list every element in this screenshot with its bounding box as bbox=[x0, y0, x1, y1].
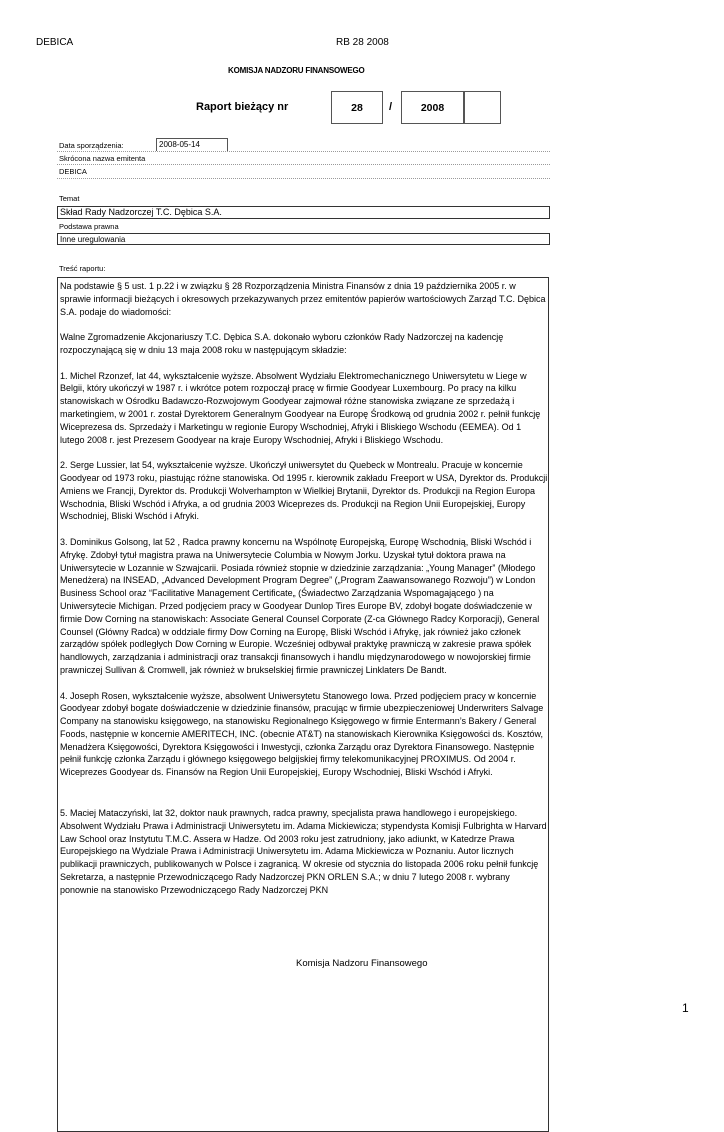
legal-value: Inne uregulowania bbox=[60, 235, 126, 244]
date-box bbox=[156, 138, 228, 151]
paragraph-resolution: Walne Zgromadzenie Akcjonariuszy T.C. Dębica S.A. dokonało wyboru członków Rady Nadzorczej na kadencję rozpoczynającą się w dniu 13 maja 2008 roku w następującym składzie: bbox=[60, 332, 504, 355]
date-label: Data sporządzenia: bbox=[59, 141, 124, 150]
report-number-box bbox=[331, 91, 383, 124]
commission-title: KOMISJA NADZORU FINANSOWEGO bbox=[228, 66, 365, 75]
report-number: 28 bbox=[351, 101, 363, 114]
topic-label: Temat bbox=[59, 194, 80, 203]
header-center: RB 28 2008 bbox=[336, 37, 389, 48]
divider bbox=[57, 164, 550, 165]
issuer-label: Skrócona nazwa emitenta bbox=[59, 154, 146, 163]
report-content bbox=[57, 277, 549, 1132]
report-label: Raport bieżący nr bbox=[196, 101, 289, 113]
topic-value: Skład Rady Nadzorczej T.C. Dębica S.A. bbox=[60, 207, 222, 217]
divider bbox=[57, 151, 550, 152]
date-value: 2008-05-14 bbox=[159, 140, 200, 149]
header-left: DEBICA bbox=[36, 37, 74, 48]
paragraph-member-2: 2. Serge Lussier, lat 54, wykształcenie wyższe. Ukończył uniwersytet du Quebeck w Montrealu. Pracuje w koncernie Goodyear od 1973 roku, piastując różne stanowiska. Od 1995 r. kierownik zakładu Freeport w USA, Dyrektor ds. Produkcji Amiens we Francji, Dyrektor ds. Produkcji Wolverhampton w Wielkiej Brytanii, Dyrektor ds. Produkcji na Region Europa Wschodnia, Bliski Wschód i Afryka, a od grudnia 2003 Wiceprezes ds. Produkcji na Region Unii Europejskiej, Europy Wschodniej, Bliski Wschód i Afryki. bbox=[60, 460, 548, 522]
legal-label: Podstawa prawna bbox=[59, 222, 119, 231]
paragraph-member-3: 3. Dominikus Golsong, lat 52 , Radca prawny koncernu na Wspólnotę Europejską, Europę Wschodnią, Bliski Wschód i Afrykę. Zdobył tytuł magistra prawa na Uniwersytecie Columbia w Nowym Jorku. Uzyskał tytuł doktora prawa na Uniwersytecie w Lozannie w Szwajcarii. Posiada również stopnie w dziedzinie zarządzania: „Young Manager” (Młodego Menedżera) na INSEAD, „Advanced Development Program Degree” („Program Zaawansowanego Rozwoju”) w London Business School oraz “Facilitative Management Certificate„ (Świadectwo Zarządzania Wspomagającego ) na Uniwersytecie Michigan. Przed podjęciem pracy w Goodyear Dunlop Tires Europe BV, zdobył bogate doświadczenie w firmie Dow Corning na stanowiskach: Associate General Counsel Corporate (Z-ca Głównego Radcy Korporacji), General Counsel (Główny Radca) w oddziale firmy Dow Corning na Europę, Bliski Wschód i Afrykę, jak również jako członek zarządów spółek podległych Dow Corning w Europie. Wcześniej odbywał praktykę prawniczą w zakresie prawa spółek handlowych, zarządzania i administracji oraz transakcji finansowych i handlu międzynarodowego w nowojorskiej firmie prawniczej Sullivan & Cromwell, jak również w brukselskiej firmie prawniczej Linklaters De Bandt. bbox=[60, 536, 540, 675]
paragraph-intro: Na podstawie § 5 ust. 1 p.22 i w związku § 28 Rozporządzenia Ministra Finansów z dnia 19 października 2005 r. w sprawie informacji bieżących i okresowych przekazywanych przez emitentów papierów wartościowych Zarząd T.C. Dębica S.A. podaje do wiadomości: bbox=[60, 281, 546, 317]
footer-text: Komisja Nadzoru Finansowego bbox=[296, 958, 428, 969]
issuer-value: DEBICA bbox=[59, 167, 87, 176]
legal-field bbox=[57, 233, 550, 245]
topic-field bbox=[57, 206, 550, 219]
paragraph-member-1: 1. Michel Rzonzef, lat 44, wykształcenie wyższe. Absolwent Wydziału Elektromechanicznego Uniwersytetu w Liege w Belgii, który ukończył w 1987 r. i wkrótce potem rozpoczął pracę w firmie Goodyear Luxembourg. Po pracy na kilku stanowiskach w Ośrodku Badawczo-Rozwojowym Goodyear zajmował różne stanowiska związane ze sprzedażą i marketingiem, w 2001 r. został Dyrektorem Generalnym Goodyear na Europę Środkową od grudnia 2002 r. pełnił funkcję Wiceprezesa ds. Sprzedaży i Marketingu w regionie Europy Wschodniej, Afryki i Bliskiego Wschodu (EEMEA). Od 1 lutego 2008 r. jest Prezesem Goodyear na kraje Europy Wschodniej, Afryki i Bliskiego Wschodu. bbox=[60, 370, 541, 445]
content-label: Treść raportu: bbox=[59, 264, 106, 273]
paragraph-member-4: 4. Joseph Rosen, wykształcenie wyższe, absolwent Uniwersytetu Stanowego Iowa. Przed podjęciem pracy w koncernie Goodyear zdobył bogate doświadczenie w dziedzinie finansów, pracując w firmie ubezpieczeniowej Underwriters Salvage Company na stanowisku księgowego, na stanowisku Regionalnego Księgowego w firmie Entermann’s Bakery / General Foods, następnie w koncernie AMERITECH, INC. (obecnie AT&T) na stanowiskach Kierownika Księgowości ds. Kosztów, Menadżera Księgowości, Dyrektora Księgowości i Inwestycji, członka Zarządu oraz Dyrektora Finansowego. Następnie pełnił funkcję członka Zarządu i głównego księgowego belgijskiej firmy telekomunikacyjnej PROXIMUS. Od 2004 r. Wiceprezes Goodyear ds. Finansów na Region Unii Europejskiej, Europy Wschodniej, Bliski Wschód i Afryki. bbox=[60, 690, 544, 778]
report-year: 2008 bbox=[420, 101, 445, 114]
page-number: 1 bbox=[682, 1001, 689, 1015]
report-separator: / bbox=[389, 101, 393, 113]
report-extra-box bbox=[464, 91, 501, 124]
paragraph-member-5: 5. Maciej Mataczyński, lat 32, doktor nauk prawnych, radca prawny, specjalista prawa handlowego i europejskiego. Absolwent Wydziału Prawa i Administracji Uniwersytetu im. Adama Mickiewicza; stypendysta Komisji Fulbrighta w Harvard Law School oraz Instytutu T.M.C. Assera w Hadze. Od 2003 roku jest zatrudniony, jako adiunkt, w Katedrze Prawa Europejskiego na Wydziale Prawa i Administracji Uniwersytetu im. Adama Mickiewicza w Poznaniu. Autor licznych publikacji prawniczych, publikowanych w Polsce i zagranicą. W okresie od stycznia do listopada 2006 roku pełnił funkcję Sekretarza, a następnie Przewodniczącego Rady Nadzorczej PKN ORLEN S.A.; w dniu 7 lutego 2008 r. wybrany ponownie na stanowisko Przewodniczącego Rady Nadzorczej PKN bbox=[60, 808, 547, 895]
divider bbox=[57, 178, 550, 179]
report-year-box bbox=[401, 91, 464, 124]
